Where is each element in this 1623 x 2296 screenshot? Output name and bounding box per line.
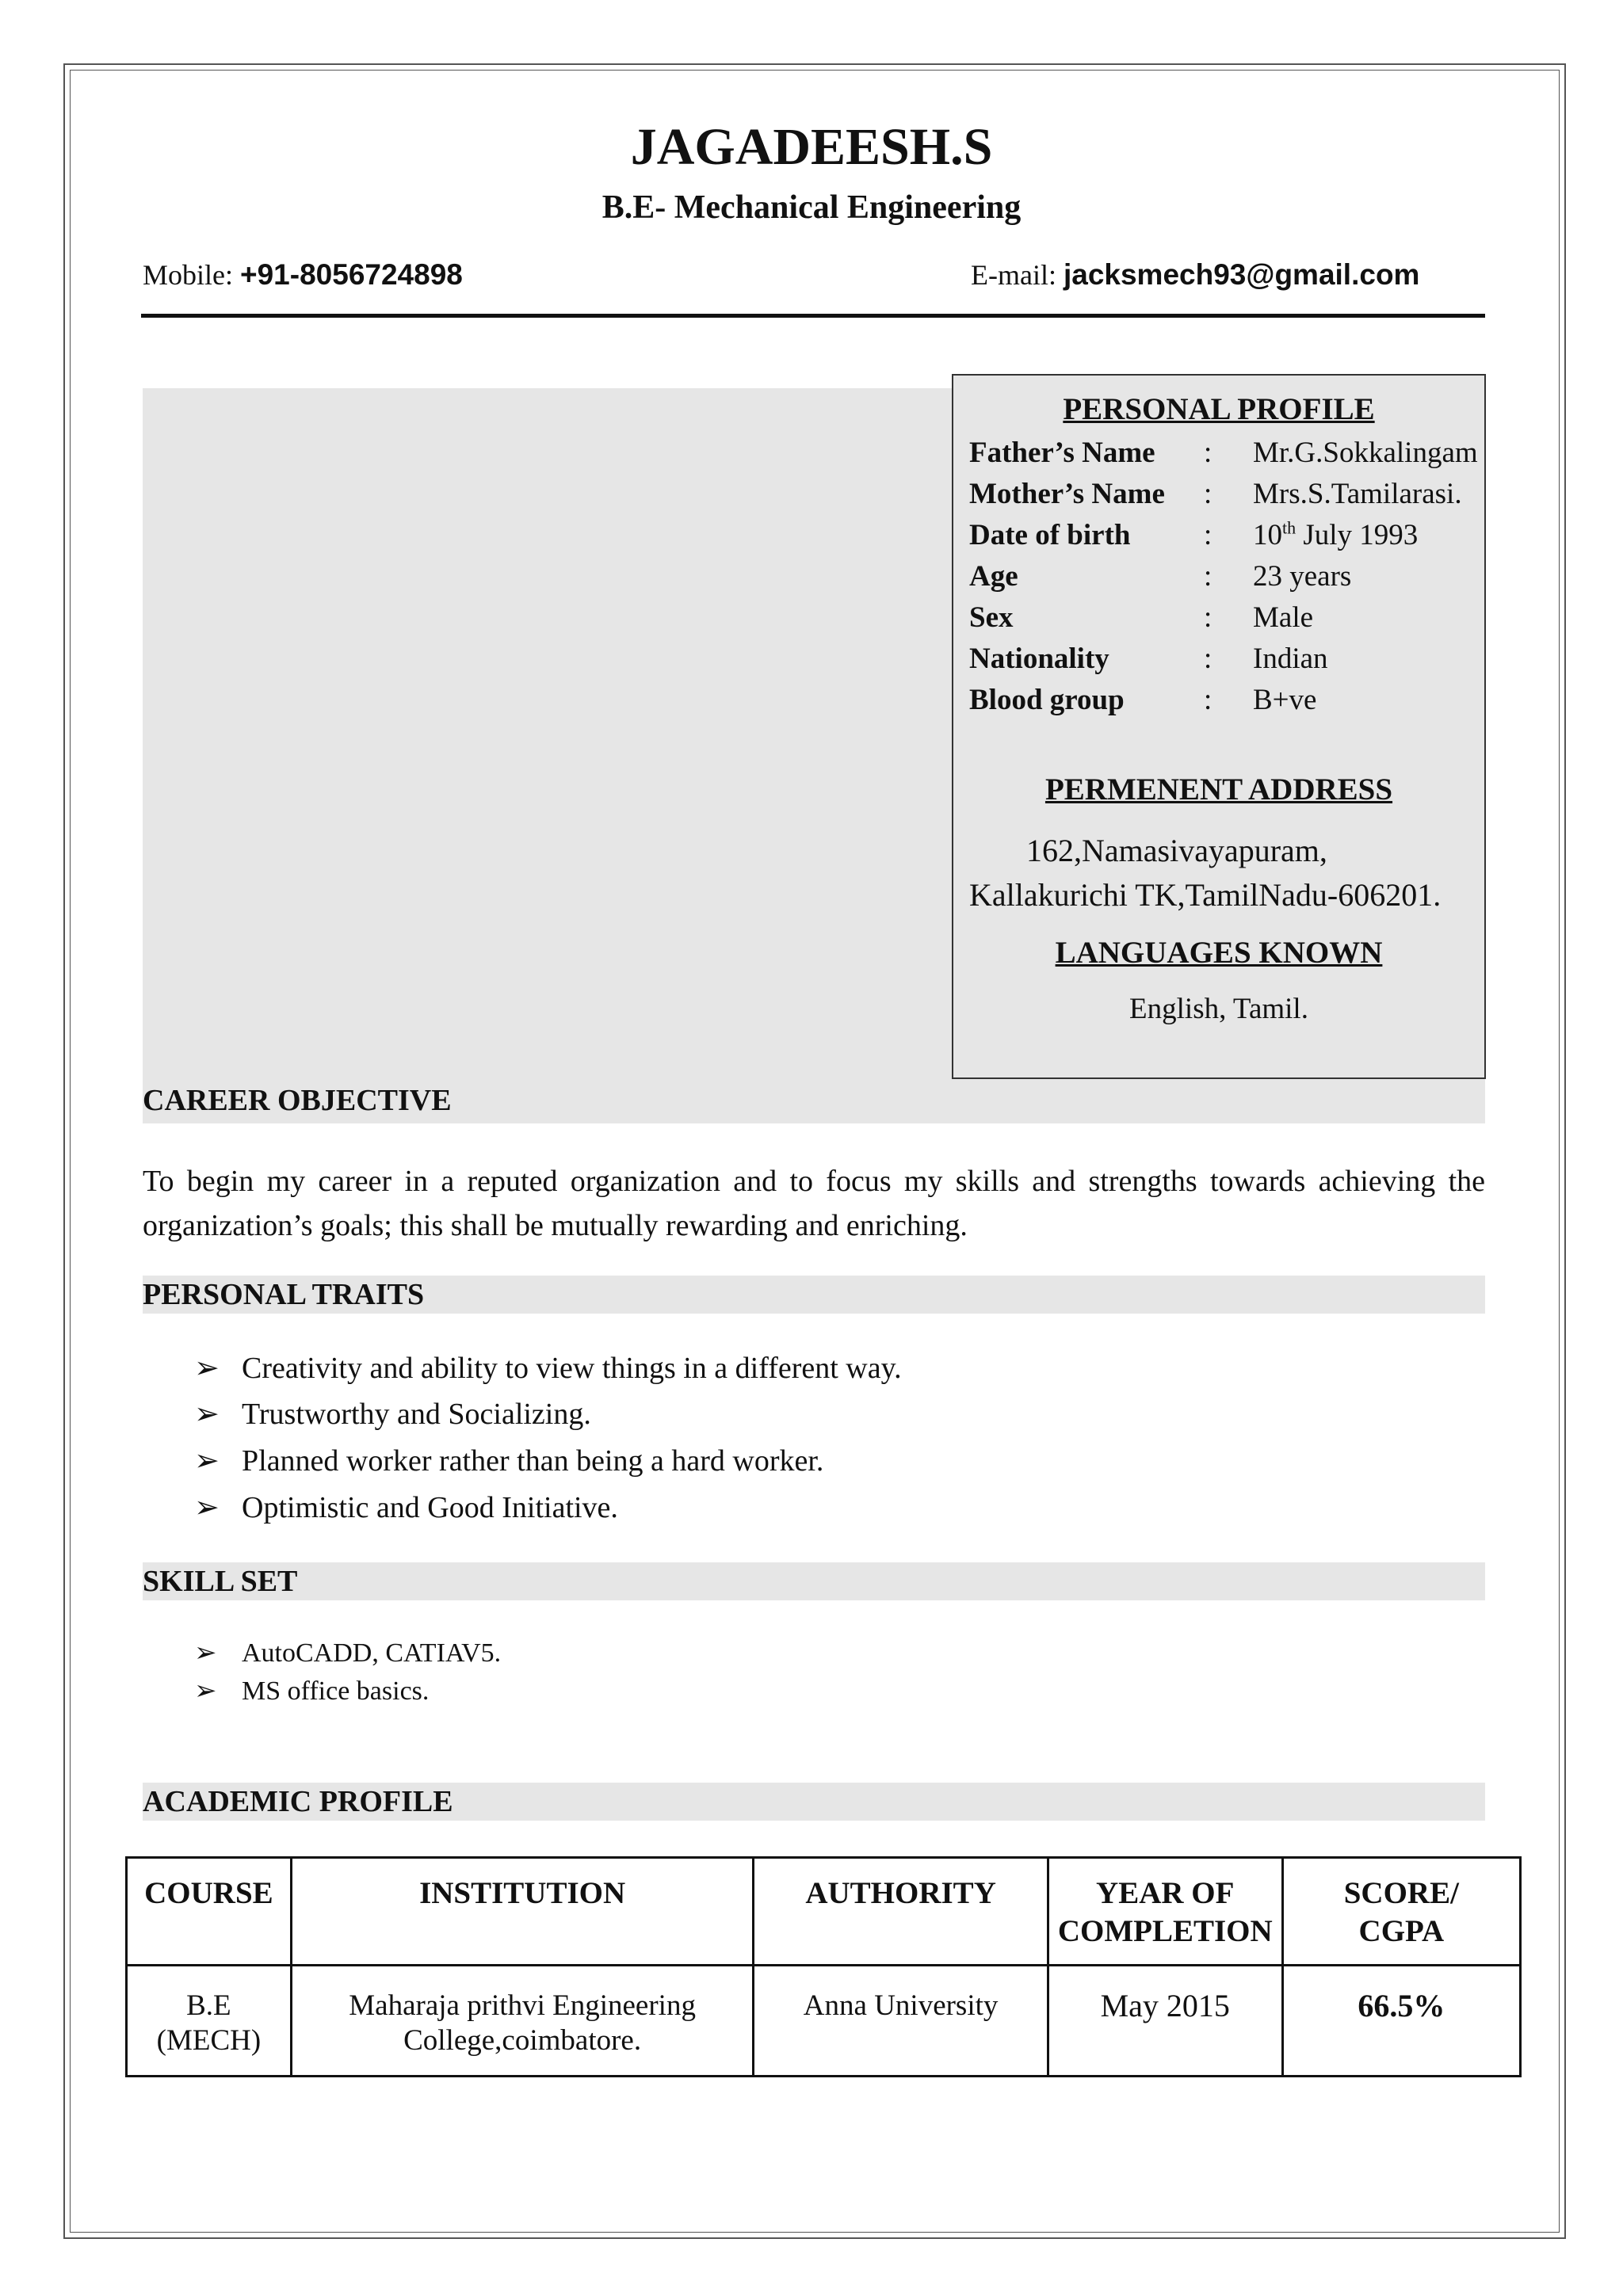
email-value: jacksmech93@gmail.com: [1063, 258, 1420, 291]
email-contact: [971, 258, 1419, 292]
personal-profile-box: [952, 374, 1486, 1079]
dob-day: 10: [1253, 519, 1282, 551]
arrow-bullet-icon: ➢: [194, 1638, 217, 1668]
profile-value: Male: [1253, 601, 1314, 634]
trait-item: [194, 1350, 902, 1386]
header-authority: AUTHORITY: [754, 1858, 1048, 1966]
table-row: [127, 1966, 1521, 2077]
profile-value: B+ve: [1253, 684, 1317, 716]
cell-institution: [291, 1966, 754, 2077]
header-score-line1: SCORE/: [1343, 1876, 1459, 1910]
profile-label: Mother’s Name: [969, 478, 1165, 510]
profile-value: 23 years: [1253, 560, 1352, 593]
profile-label: Blood group: [969, 684, 1125, 716]
course-line2: (MECH): [156, 2024, 262, 2057]
trait-item: [194, 1443, 823, 1478]
skill-text: AutoCADD, CATIAV5.: [242, 1638, 502, 1668]
profile-colon: :: [1204, 684, 1212, 716]
address-line-2: Kallakurichi TK,TamilNadu-606201.: [969, 877, 1442, 913]
course-line1: B.E: [186, 1989, 231, 2022]
institution-line2: College,coimbatore.: [403, 2024, 642, 2057]
profile-row-father: [969, 436, 1476, 477]
address-line-1: 162,Namasivayapuram,: [1026, 833, 1327, 868]
profile-colon: :: [1204, 643, 1212, 675]
profile-row-sex: [969, 601, 1476, 642]
profile-colon: :: [1204, 601, 1212, 634]
dob-rest: July 1993: [1296, 519, 1419, 551]
profile-value-dob: [1253, 518, 1418, 552]
cell-year: May 2015: [1048, 1966, 1282, 2077]
profile-value: Mr.G.Sokkalingam: [1253, 437, 1478, 469]
cell-course: [127, 1966, 292, 2077]
skill-set-title: SKILL SET: [143, 1565, 298, 1598]
personal-traits-title: PERSONAL TRAITS: [143, 1278, 425, 1311]
profile-row-dob: [969, 518, 1476, 559]
profile-label: Nationality: [969, 643, 1109, 675]
profile-label: Date of birth: [969, 519, 1131, 551]
header-year: [1048, 1858, 1282, 1966]
cell-score: 66.5%: [1282, 1966, 1520, 2077]
languages-value: English, Tamil.: [1129, 993, 1308, 1025]
trait-item: [194, 1396, 591, 1432]
profile-row-nationality: [969, 642, 1476, 683]
skill-item: [194, 1637, 501, 1669]
email-label: E-mail:: [971, 259, 1056, 291]
career-objective-text: To begin my career in a reputed organization and to focus my skills and strengths towards achieving the organization’s goals; this shall be mutually rewarding and enriching.: [143, 1165, 1485, 1242]
header-score-line2: CGPA: [1358, 1914, 1445, 1948]
header-divider: [141, 314, 1485, 318]
profile-row-age: [969, 559, 1476, 601]
profile-colon: :: [1204, 560, 1212, 593]
career-objective-title: CAREER OBJECTIVE: [143, 1084, 452, 1117]
academic-table-header: [127, 1858, 1521, 1966]
arrow-bullet-icon: ➢: [194, 1398, 220, 1431]
trait-text: Trustworthy and Socializing.: [242, 1398, 591, 1431]
header-course: COURSE: [127, 1858, 292, 1966]
mobile-label: Mobile:: [143, 259, 233, 291]
skill-set-bar: [143, 1562, 1485, 1600]
mobile-contact: [143, 258, 463, 292]
profile-colon: :: [1204, 478, 1212, 510]
languages-title: LANGUAGES KNOWN: [1055, 936, 1383, 970]
arrow-bullet-icon: ➢: [194, 1444, 220, 1478]
cell-authority: Anna University: [754, 1966, 1048, 2077]
skill-text: MS office basics.: [242, 1676, 430, 1706]
profile-label: Age: [969, 560, 1018, 593]
profile-label: Sex: [969, 601, 1014, 634]
trait-text: Creativity and ability to view things in a different way.: [242, 1352, 902, 1385]
header-year-line2: COMPLETION: [1057, 1914, 1273, 1948]
arrow-bullet-icon: ➢: [194, 1676, 217, 1706]
trait-text: Planned worker rather than being a hard worker.: [242, 1444, 824, 1478]
arrow-bullet-icon: ➢: [194, 1352, 220, 1385]
profile-value: Mrs.S.Tamilarasi.: [1253, 478, 1462, 510]
candidate-degree: B.E- Mechanical Engineering: [601, 189, 1022, 226]
header-year-line1: YEAR OF: [1096, 1876, 1235, 1910]
profile-colon: :: [1204, 437, 1212, 469]
profile-value: Indian: [1253, 643, 1328, 675]
profile-row-blood-group: [969, 683, 1476, 724]
trait-text: Optimistic and Good Initiative.: [242, 1491, 618, 1524]
profile-row-mother: [969, 477, 1476, 518]
header-institution: INSTITUTION: [291, 1858, 754, 1966]
profile-label: Father’s Name: [969, 437, 1155, 469]
mobile-value: +91-8056724898: [240, 258, 463, 291]
trait-item: [194, 1489, 618, 1525]
address-title: PERMENENT ADDRESS: [1044, 772, 1393, 807]
profile-colon: :: [1204, 519, 1212, 551]
institution-line1: Maharaja prithvi Engineering: [349, 1989, 696, 2022]
personal-profile-title: PERSONAL PROFILE: [1063, 392, 1375, 426]
academic-profile-title: ACADEMIC PROFILE: [143, 1785, 453, 1818]
header-score: [1282, 1858, 1520, 1966]
skill-item: [194, 1675, 429, 1707]
dob-ordinal: th: [1282, 517, 1296, 538]
candidate-name: JAGADEESH.S: [630, 118, 993, 176]
arrow-bullet-icon: ➢: [194, 1491, 220, 1524]
academic-table: [125, 1856, 1522, 2077]
